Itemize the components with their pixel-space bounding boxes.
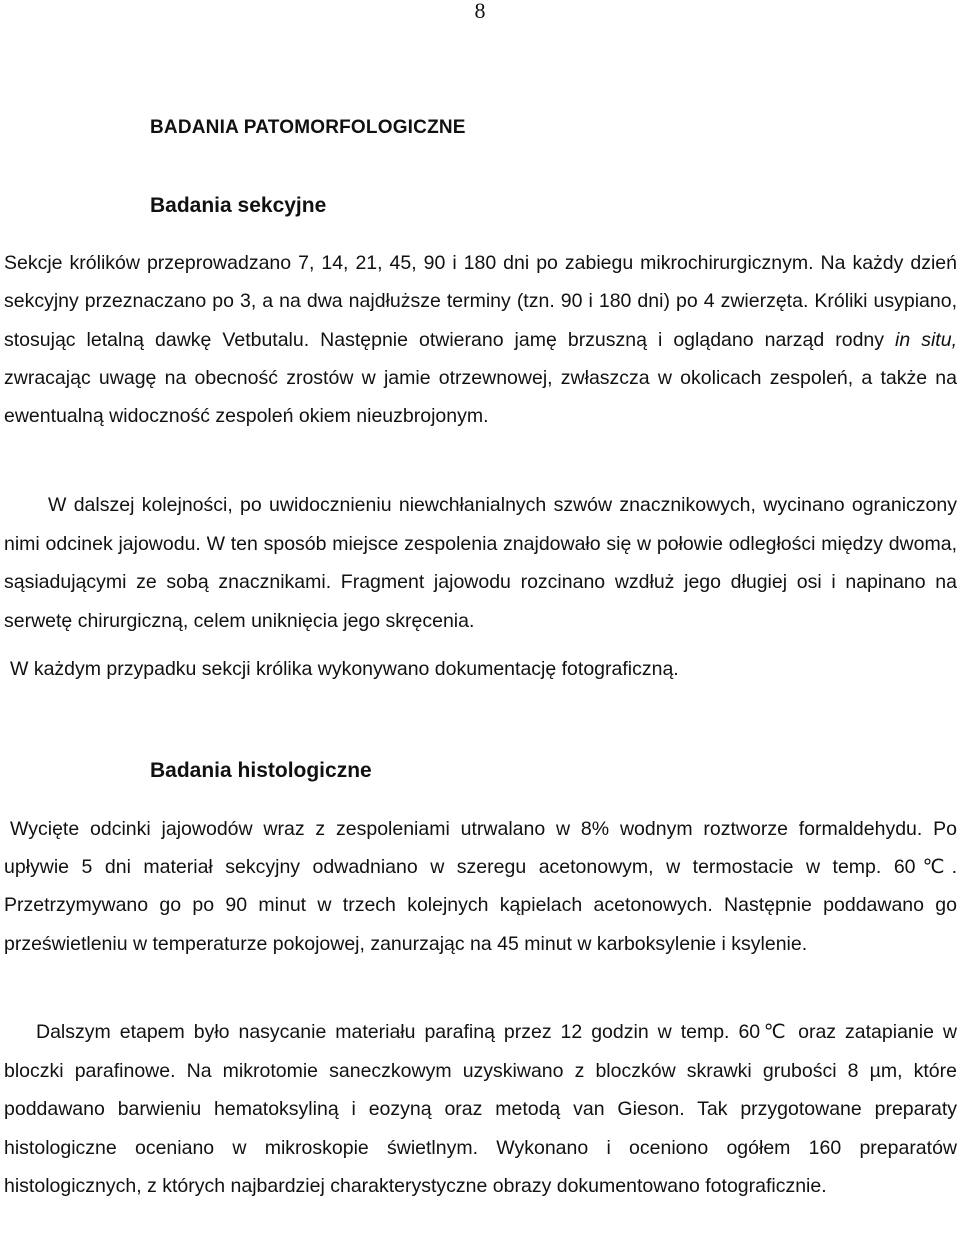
section-title-sekcyjne: Badania sekcyjne bbox=[150, 194, 327, 217]
section-title-histologiczne: Badania histologiczne bbox=[150, 759, 372, 782]
italic-term: in situ, bbox=[895, 328, 957, 351]
paragraph-sekcje bbox=[4, 244, 957, 435]
paragraph-text: Sekcje królików przeprowadzano 7, 14, 21, 45, 90 i 180 dni po zabiegu mikrochirurgicznym. Na każdy dzień sekcyjny przeznaczano po 3, a na dwa najdłuższe terminy (tzn. 90 i 180 dni) po 4 zwierzęta. Króliki usypiano, stosując letalną dawkę Vetbutalu. Następnie otwierano jamę brzuszną i oglądano narząd rodny bbox=[4, 252, 957, 351]
paragraph-dalszej: W dalszej kolejności, po uwidocznieniu niewchłanialnych szwów znacznikowych, wycinano ograniczony nimi odcinek jajowodu. W ten sposób miejsce zespolenia znajdowało się w połowie odległości między dwoma, sąsiadującymi ze sobą znacznikami. Fragment jajowodu rozcinano wzdłuż jego długiej osi i napinano na serwetę chirurgiczną, celem uniknięcia jego skręcenia. bbox=[4, 494, 957, 633]
paragraph-utrwalanie: Wycięte odcinki jajowodów wraz z zespoleniami utrwalano w 8% wodnym roztworze formaldehydu. Po upływie 5 dni materiał sekcyjny odwadniano w szeregu acetonowym, w termostacie w temp. 60℃. Przetrzymywano go po 90 minut w trzech kolejnych kąpielach acetonowych. Następnie poddawano go prześwietleniu w temperaturze pokojowej, zanurzając na 45 minut w karboksylenie i ksylenie. bbox=[4, 818, 957, 955]
page-number: 8 bbox=[474, 0, 486, 23]
paragraph-dokumentacja: W każdym przypadku sekcji królika wykonywano dokumentację fotograficzną. bbox=[10, 658, 679, 680]
document-heading: BADANIA PATOMORFOLOGICZNE bbox=[150, 117, 466, 138]
paragraph-parafina: Dalszym etapem było nasycanie materiału parafiną przez 12 godzin w temp. 60℃ oraz zatapianie w bloczki parafinowe. Na mikrotomie saneczkowym uzyskiwano z bloczków skrawki grubości 8 µm, które poddawano barwieniu hematoksyliną i eozyną oraz metodą van Gieson. Tak przygotowane preparaty histologiczne oceniano w mikroskopie świetlnym. Wykonano i oceniono ogółem 160 preparatów histologicznych, z których najbardziej charakterystyczne obrazy dokumentowano fotograficznie. bbox=[4, 1021, 957, 1197]
paragraph-text: zwracając uwagę na obecność zrostów w jamie otrzewnowej, zwłaszcza w okolicach zespoleń, a także na ewentualną widoczność zespoleń okiem nieuzbrojonym. bbox=[4, 366, 957, 428]
